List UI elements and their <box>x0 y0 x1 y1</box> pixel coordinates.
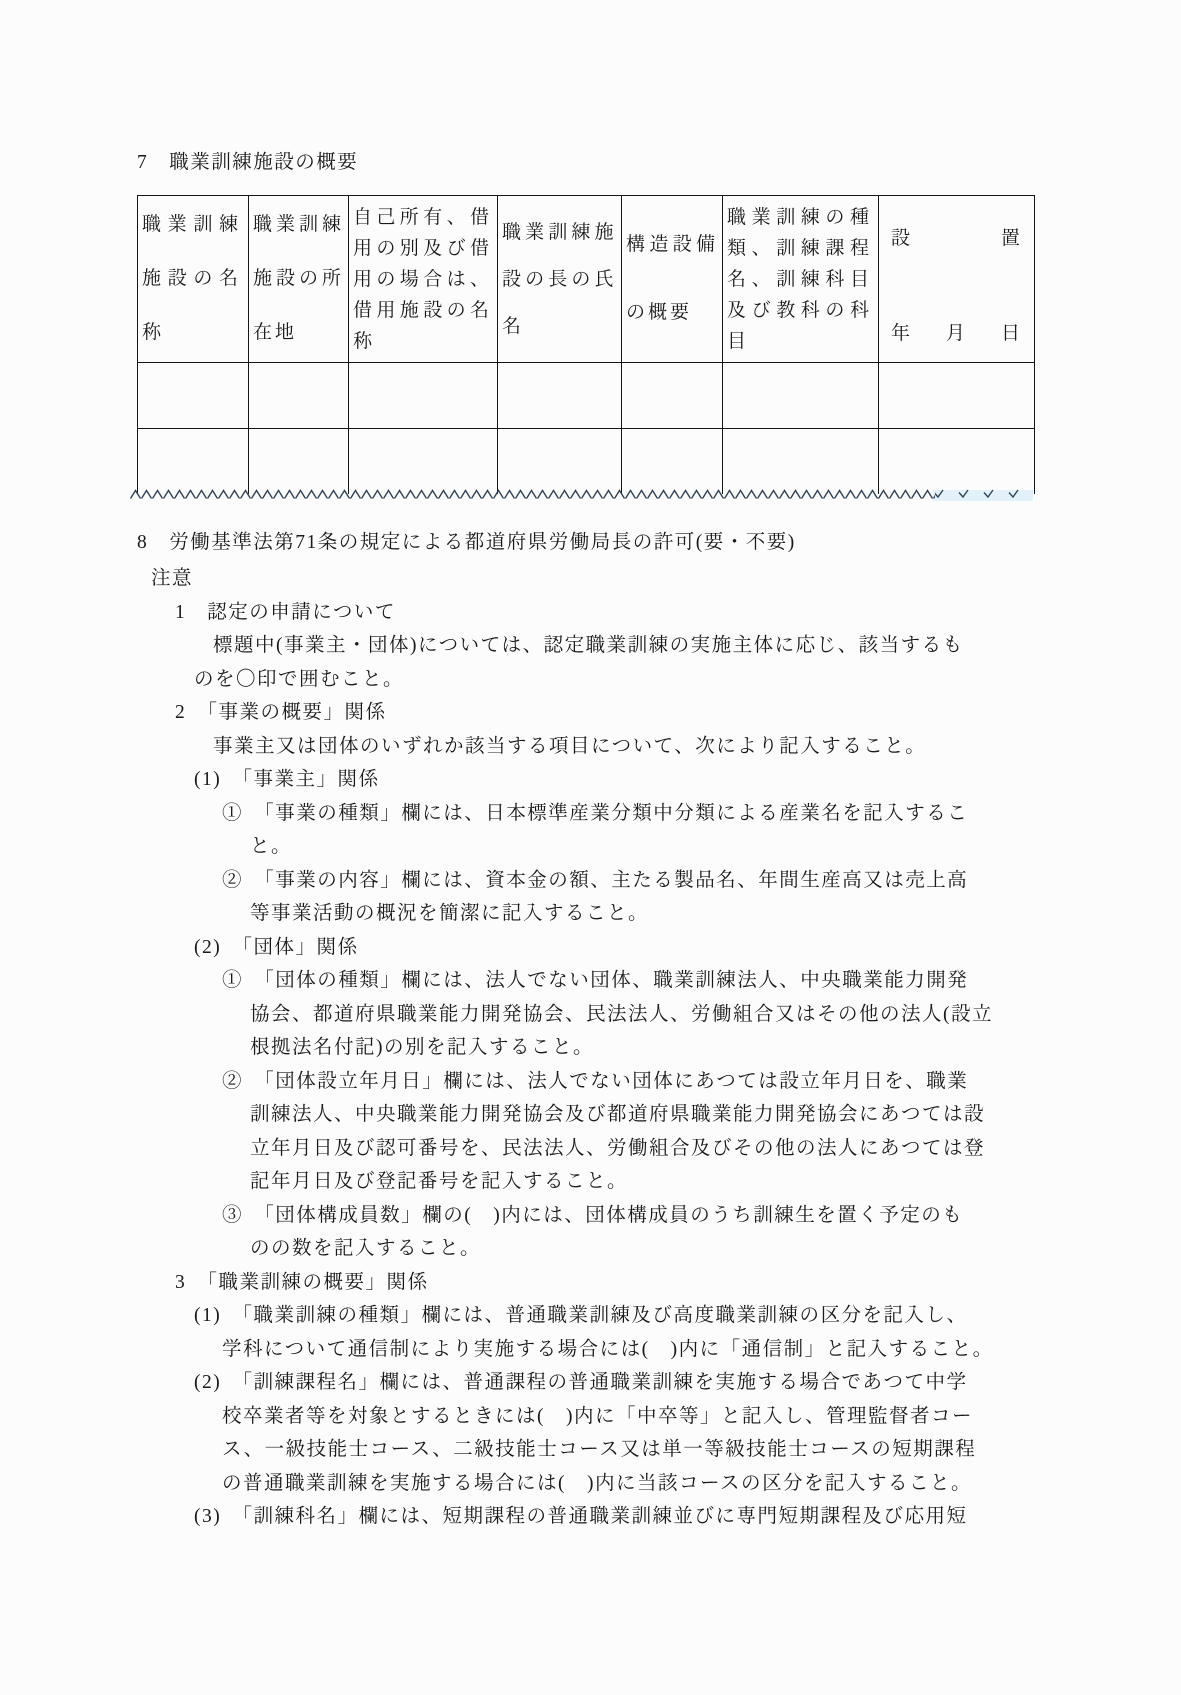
note-line: ② 「団体設立年月日」欄には、法人でない団体にあつては設立年月日を、職業 <box>222 1070 969 1092</box>
table-cell-empty <box>249 429 349 494</box>
table-cell-empty <box>498 429 622 494</box>
table-cell-empty <box>138 429 249 494</box>
facility-table-empty-row <box>138 429 1035 494</box>
col-header-training-type-label: 職業訓練の種類、訓練課程名、訓練科目及び教科の科目 <box>727 206 874 352</box>
year-month-day-row <box>891 318 1020 345</box>
table-cell-empty <box>723 363 879 429</box>
col-header-facility-head-name <box>498 196 622 363</box>
note-line: 学科について通信制により実施する場合には( )内に「通信制」と記入すること。 <box>222 1338 994 1360</box>
established-date-header <box>883 199 1030 359</box>
col-header-facility-location <box>249 196 349 363</box>
established-label-row <box>891 223 1020 250</box>
established-char-1: 設 <box>891 228 911 249</box>
note-line: と。 <box>250 836 293 857</box>
note-line: のを〇印で囲むこと。 <box>194 668 405 690</box>
facility-table <box>137 195 1035 494</box>
table-cell-empty <box>249 363 349 429</box>
note-line: 記年月日及び登記番号を記入すること。 <box>250 1171 629 1192</box>
note-line: (1) 「職業訓練の種類」欄には、普通職業訓練及び高度職業訓練の区分を記入し、 <box>194 1305 968 1326</box>
year-label: 年 <box>891 323 911 344</box>
note-line: 2 「事業の概要」関係 <box>175 702 387 723</box>
col-header-facility-name <box>138 196 249 363</box>
note-line: (1) 「事業主」関係 <box>194 769 380 790</box>
notes-lines <box>137 596 1097 1534</box>
note-line: 立年月日及び認可番号を、民法法人、労働組合及びその他の法人にあつては登 <box>250 1137 986 1159</box>
notes-section <box>137 562 1097 1534</box>
note-line: (3) 「訓練科名」欄には、短期課程の普通職業訓練並びに専門短期課程及び応用短 <box>194 1506 968 1527</box>
note-line: 協会、都道府県職業能力開発協会、民法法人、労働組合又はその他の法人(設立 <box>250 1003 993 1025</box>
col-header-established-date <box>879 196 1035 363</box>
note-line: ① 「団体の種類」欄には、法人でない団体、職業訓練法人、中央職業能力開発 <box>222 970 969 991</box>
note-line: ス、一級技能士コース、二級技能士コース又は単一等級技能士コースの短期課程 <box>222 1439 977 1460</box>
note-line: ① 「事業の種類」欄には、日本標準産業分類中分類による産業名を記入するこ <box>222 802 969 824</box>
table-cell-empty <box>622 429 723 494</box>
col-header-training-type <box>723 196 879 363</box>
section7-heading: 7 職業訓練施設の概要 <box>137 152 359 173</box>
torn-edge-zigzag-icon <box>130 486 1035 503</box>
facility-table-header-row <box>138 196 1035 363</box>
note-line: (2) 「団体」関係 <box>194 936 359 958</box>
table-cell-empty <box>622 363 723 429</box>
note-line: 3 「職業訓練の概要」関係 <box>175 1271 429 1293</box>
note-line: (2) 「訓練課程名」欄には、普通課程の普通職業訓練を実施する場合であつて中学 <box>194 1372 968 1393</box>
note-line: 事業主又は団体のいずれか該当する項目について、次により記入すること。 <box>213 735 927 757</box>
col-header-ownership <box>349 196 498 363</box>
note-line: ② 「事業の内容」欄には、資本金の額、主たる製品名、年間生産高又は売上高 <box>222 869 969 891</box>
table-cell-empty <box>498 363 622 429</box>
col-header-ownership-label: 自己所有、借用の別及び借用の場合は、借用施設の名称 <box>353 206 493 352</box>
facility-table-empty-row <box>138 363 1035 429</box>
table-cell-empty <box>349 363 498 429</box>
note-line: 校卒業者等を対象とするときには( )内に「中卒等」と記入し、管理監督者コー <box>222 1405 973 1427</box>
note-line: 1 認定の申請について <box>175 601 396 623</box>
note-line: 訓練法人、中央職業能力開発協会及び都道府県職業能力開発協会にあつては設 <box>250 1104 986 1125</box>
established-char-2: 置 <box>1000 228 1020 249</box>
note-line: ③ 「団体構成員数」欄の( )内には、団体構成員のうち訓練生を置く予定のも <box>222 1204 964 1226</box>
note-line: の普通職業訓練を実施する場合には( )内に当該コースの区分を記入すること。 <box>222 1472 973 1494</box>
table-cell-empty <box>138 363 249 429</box>
month-label: 月 <box>945 323 965 344</box>
table-cell-empty <box>879 429 1035 494</box>
note-line: 等事業活動の概況を簡潔に記入すること。 <box>250 903 650 924</box>
note-line: のの数を記入すること。 <box>250 1238 482 1259</box>
table-cell-empty <box>723 429 879 494</box>
col-header-facility-head-name-label: 職業訓練施設の長の氏名 <box>502 221 617 337</box>
col-header-structure-equipment-label: 構造設備の概要 <box>626 234 718 323</box>
col-header-facility-location-label: 職業訓練施設の所在地 <box>253 214 344 343</box>
table-cell-empty <box>349 429 498 494</box>
table-cell-empty <box>879 363 1035 429</box>
section8-text: 8 労働基準法第71条の規定による都道府県労働局長の許可(要・不要) <box>137 532 796 553</box>
col-header-facility-name-label: 職業訓練施設の名称 <box>142 214 244 343</box>
note-line: 根拠法名付記)の別を記入すること。 <box>250 1037 594 1058</box>
notes-title: 注意 <box>151 568 194 589</box>
note-line: 標題中(事業主・団体)については、認定職業訓練の実施主体に応じ、該当するも <box>213 635 964 656</box>
day-label: 日 <box>1000 323 1020 344</box>
col-header-structure-equipment <box>622 196 723 363</box>
